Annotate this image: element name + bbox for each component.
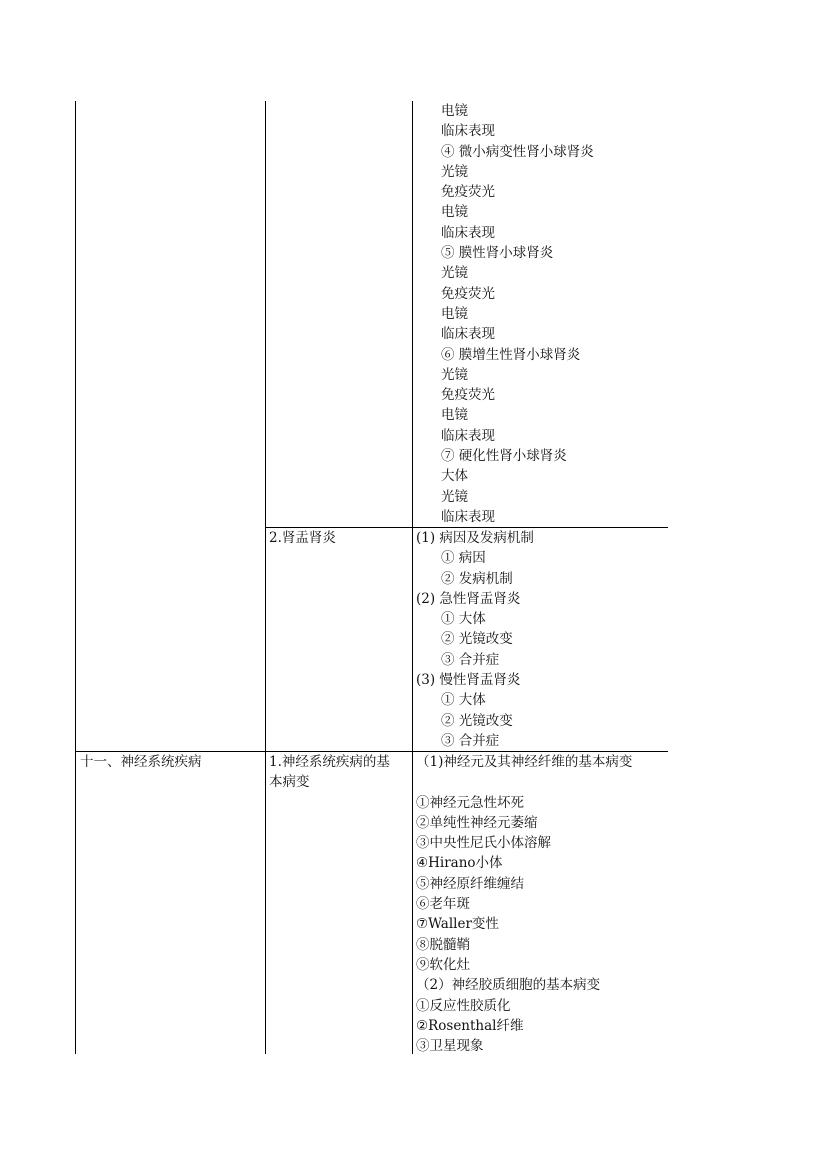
list-item: ② 发病机制 xyxy=(441,570,513,587)
list-item: ① 大体 xyxy=(441,611,486,628)
list-item: 临床表现 xyxy=(441,427,495,444)
list-item: （1)神经元及其神经纤维的基本病变 xyxy=(416,754,633,770)
list-item: 电镜 xyxy=(441,407,468,424)
list-item: ① 大体 xyxy=(441,692,486,709)
list-item: ④Hirano小体 xyxy=(416,855,503,872)
list-item: (2) 急性肾盂肾炎 xyxy=(416,590,521,607)
block1-col-c xyxy=(416,101,594,527)
block2-col-c xyxy=(416,528,534,751)
list-item: ⑦ 硬化性肾小球肾炎 xyxy=(441,448,567,465)
list-item: ⑧脱髓鞘 xyxy=(416,936,470,953)
list-item: （2）神经胶质细胞的基本病变 xyxy=(416,977,601,994)
list-item: 临床表现 xyxy=(441,326,495,343)
list-item: 电镜 xyxy=(441,204,468,221)
table-border-left xyxy=(75,101,76,1054)
section-title-line2: 本病变 xyxy=(269,774,310,791)
list-item: ⑨软化灶 xyxy=(416,956,470,973)
list-item: ②Rosenthal纤维 xyxy=(416,1017,524,1034)
list-item: ④ 微小病变性肾小球肾炎 xyxy=(441,143,594,160)
table-border-col-b xyxy=(265,101,266,1054)
list-item: 临床表现 xyxy=(441,123,495,140)
list-item: 光镜 xyxy=(441,265,468,282)
list-item: ②单纯性神经元萎缩 xyxy=(416,814,538,831)
block3-col-c xyxy=(416,752,632,1056)
list-item: ⑥ 膜增生性肾小球肾炎 xyxy=(441,346,581,363)
list-item: ①神经元急性坏死 xyxy=(416,794,524,811)
list-item: ⑤神经原纤维缠结 xyxy=(416,875,524,892)
list-item: ①反应性胶质化 xyxy=(416,997,511,1014)
list-item: 免疫荧光 xyxy=(441,184,495,201)
list-item: 光镜 xyxy=(441,366,468,383)
list-item: (3) 慢性肾盂肾炎 xyxy=(416,672,521,689)
list-item: ⑦Waller变性 xyxy=(416,916,499,933)
list-item: (1) 病因及发病机制 xyxy=(416,530,534,546)
section-title-line1: 1.神经系统疾病的基 xyxy=(269,754,390,770)
list-item-blank xyxy=(416,772,632,792)
list-item: 电镜 xyxy=(441,305,468,322)
block2-col-b: 2.肾盂肾炎 xyxy=(269,530,336,546)
list-item: ③卫星现象 xyxy=(416,1038,484,1055)
list-item: 免疫荧光 xyxy=(441,387,495,404)
list-item: ⑤ 膜性肾小球肾炎 xyxy=(441,245,554,262)
chapter-title: 十一、神经系统疾病 xyxy=(80,754,202,770)
list-item: ② 光镜改变 xyxy=(441,631,513,648)
list-item: 光镜 xyxy=(441,488,468,505)
list-item: 光镜 xyxy=(441,163,468,180)
list-item: ③ 合并症 xyxy=(441,651,500,668)
list-item: 免疫荧光 xyxy=(441,285,495,302)
list-item: 临床表现 xyxy=(441,224,495,241)
list-item: 电镜 xyxy=(441,103,468,119)
list-item: 大体 xyxy=(441,468,468,485)
list-item: 临床表现 xyxy=(441,508,495,525)
list-item: ② 光镜改变 xyxy=(441,712,513,729)
table-border-col-c xyxy=(412,101,413,1054)
list-item: ③中央性尼氏小体溶解 xyxy=(416,835,551,852)
list-item: ⑥老年斑 xyxy=(416,896,470,913)
list-item: ③ 合并症 xyxy=(441,732,500,749)
block3-col-b xyxy=(269,752,390,793)
list-item: ① 病因 xyxy=(441,550,486,567)
